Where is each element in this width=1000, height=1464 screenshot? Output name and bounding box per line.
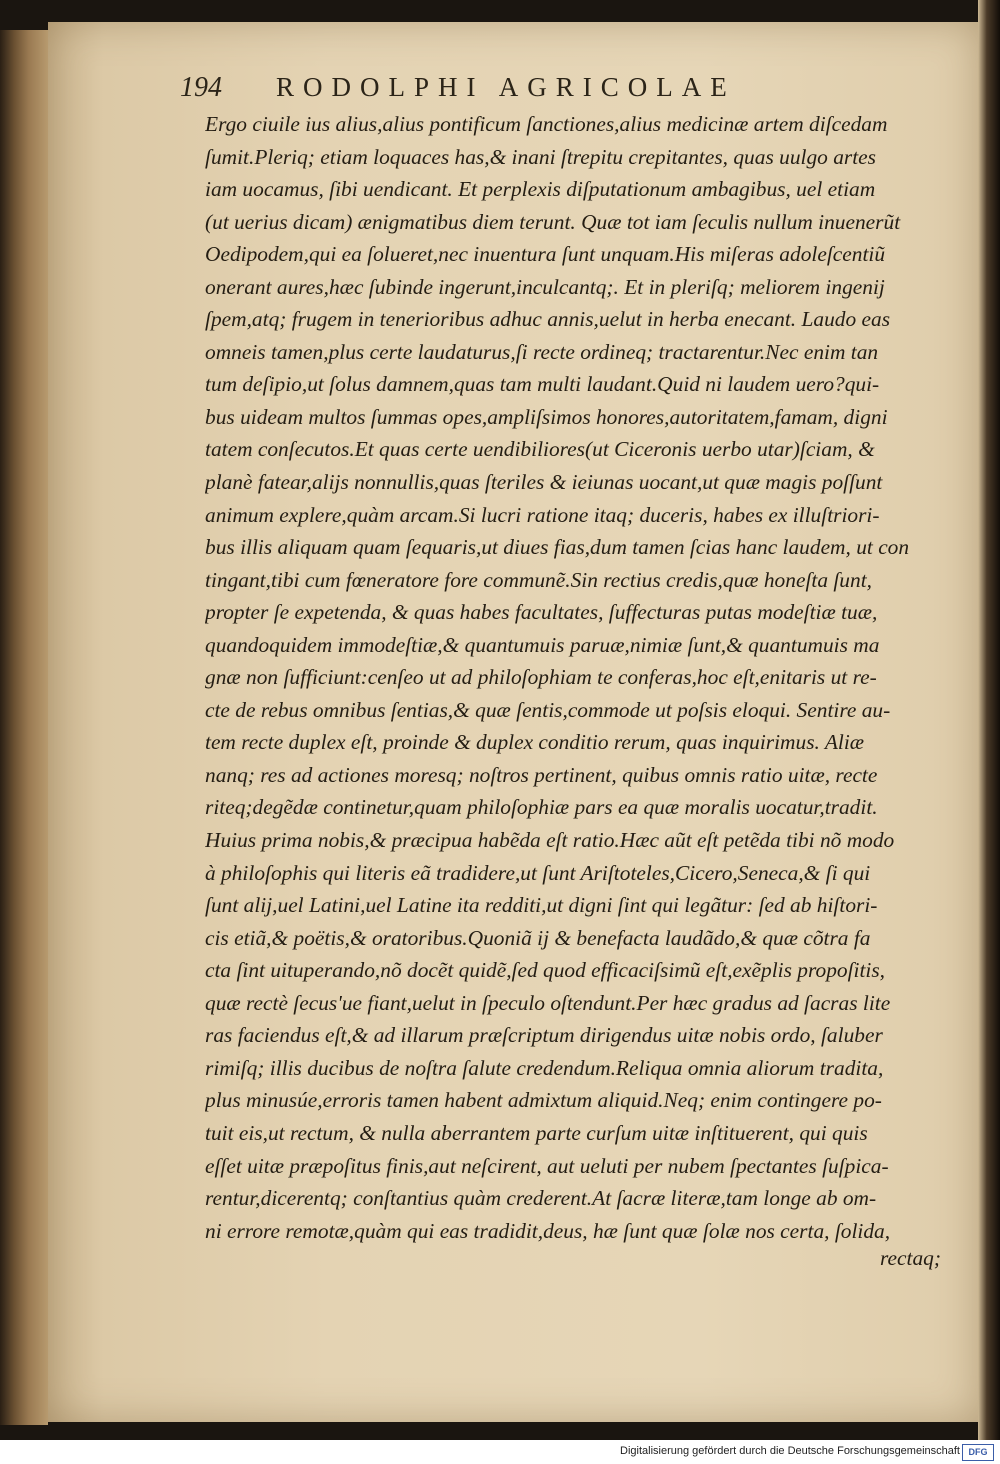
text-line: ſpem,atq; frugem in tenerioribus adhuc annis,uelut in herba enecant. Laudo eas — [205, 307, 891, 332]
text-line: animum explere,quàm arcam.Si lucri ratione itaq; duceris, habes ex illuſtriori- — [205, 502, 880, 527]
text-line: tum deſipio,ut ſolus damnem,quas tam multi laudant.Quid ni laudem uero?qui- — [205, 372, 880, 397]
dfg-logo: DFG — [962, 1444, 994, 1461]
text-line: quandoquidem immodeſtiæ,& quantumuis paruæ,nimiæ ſunt,& quantumuis ma — [205, 632, 880, 657]
text-line: ras faciendus eſt,& ad illarum præſcriptum dirigendus uitæ nobis ordo, ſaluber — [205, 1023, 883, 1048]
text-line: cta ſint uituperando,nõ docẽt quidẽ,ſed quod efficaciſsimũ eſt,exẽplis propoſitis, — [205, 958, 886, 983]
book-binding-right — [978, 0, 1000, 1440]
text-line: cte de rebus omnibus ſentias,& quæ ſentis,commode ut poſsis eloqui. Sentire au- — [205, 697, 891, 722]
body-text — [205, 108, 977, 1247]
text-line: bus illis aliquam quam ſequaris,ut diues fias,dum tamen ſcias hanc laudem, ut con — [205, 535, 910, 560]
text-line: ſumit.Pleriq; etiam loquaces has,& inani ſtrepitu crepitantes, quas uulgo artes — [205, 144, 876, 169]
catchword: rectaq; — [880, 1246, 941, 1270]
text-line: cis etiã,& poëtis,& oratoribus.Quoniã ij & benefacta laudãdo,& quæ cõtra fa — [205, 925, 871, 950]
running-head: RODOLPHI AGRICOLAE — [276, 72, 736, 102]
text-line: rentur,dicerentq; conſtantius quàm crederent.At ſacræ literæ,tam longe ab om- — [205, 1186, 877, 1211]
text-line: quæ rectè ſecus'ue fiant,uelut in ſpeculo oſtendunt.Per hæc gradus ad ſacras lite — [205, 990, 891, 1015]
page-number: 194 — [180, 72, 222, 103]
text-line: Huius prima nobis,& præcipua habẽda eſt ratio.Hæc aũt eſt petẽda tibi nõ modo — [205, 828, 895, 853]
text-line: planè fatear,alijs nonnullis,quas ſteriles & ieiunas uocant,ut quæ magis poſſunt — [205, 470, 883, 495]
text-line: bus uideam multos ſummas opes,ampliſsimos honores,autoritatem,famam, digni — [205, 404, 888, 429]
text-line: iam uocamus, ſibi uendicant. Et perplexis diſputationum ambagibus, uel etiam — [205, 177, 876, 202]
text-line: tatem conſecutos.Et quas certe uendibiliores(ut Ciceronis uerbo utar)ſciam, & — [205, 437, 875, 462]
text-line: omneis tamen,plus certe laudaturus,ſi recte ordineq; tractarentur.Nec enim tan — [205, 339, 879, 364]
text-line: Ergo ciuile ius alius,alius pontificum ſanctiones,alius medicinæ artem diſcedam — [205, 112, 888, 136]
text-line: tem recte duplex eſt, proinde & duplex conditio rerum, quas inquirimus. Aliæ — [205, 730, 865, 755]
text-line: onerant aures,hæc ſubinde ingerunt,inculcantq;. Et in pleriſq; meliorem ingenij — [205, 274, 885, 299]
text-line: tuit eis,ut rectum, & nulla aberrantem parte curſum uitæ inſtituerent, qui quis — [205, 1120, 868, 1145]
text-line: propter ſe expetenda, & quas habes facultates, ſuffecturas putas modeſtiæ tuæ, — [205, 600, 878, 625]
text-line: eſſet uitæ præpoſitus finis,aut neſcirent, aut ueluti per nubem ſpectantes ſuſpica- — [205, 1153, 889, 1178]
text-line: ſunt alij,uel Latini,uel Latine ita redditi,ut digni ſint qui legãtur: ſed ab hiſtori- — [205, 893, 878, 918]
text-line: à philoſophis qui literis eã tradidere,ut ſunt Ariſtoteles,Cicero,Seneca,& ſi qui — [205, 860, 871, 885]
text-line: (ut uerius dicam) ænigmatibus diem terunt. Quæ tot iam ſeculis nullum inuenerũt — [205, 209, 901, 234]
text-line: nanq; res ad actiones moresq; noſtros pertinent, quibus omnis ratio uitæ, recte — [205, 762, 878, 787]
text-line: Oedipodem,qui ea ſolueret,nec inuentura ſunt unquam.His miſeras adoleſcentiũ — [205, 242, 886, 267]
text-line: riteq;degẽdæ continetur,quam philoſophiæ pars ea quæ moralis uocatur,tradit. — [205, 795, 878, 820]
text-line: plus minusúe,erroris tamen habent admixtum aliquid.Neq; enim contingere po- — [205, 1088, 882, 1113]
text-line: gnæ non ſufficiunt:cenſeo ut ad philoſophiam te conferas,hoc eſt,enitaris ut re- — [205, 665, 877, 690]
book-fore-edge-left — [0, 30, 48, 1425]
digitization-footer — [0, 1440, 1000, 1464]
text-line: rimiſq; illis ducibus de noſtra ſalute credendum.Reliqua omnia aliorum tradita, — [205, 1055, 884, 1080]
text-line: tingant,tibi cum fœneratore fore communẽ.Sin rectius credis,quæ honeſta ſunt, — [205, 567, 872, 592]
text-line: ni errore remotæ,quàm qui eas tradidit,deus, hæ ſunt quæ ſolæ nos certa, ſolida, — [205, 1218, 891, 1243]
funding-credit: Digitalisierung gefördert durch die Deutsche Forschungsgemeinschaft — [620, 1445, 960, 1457]
